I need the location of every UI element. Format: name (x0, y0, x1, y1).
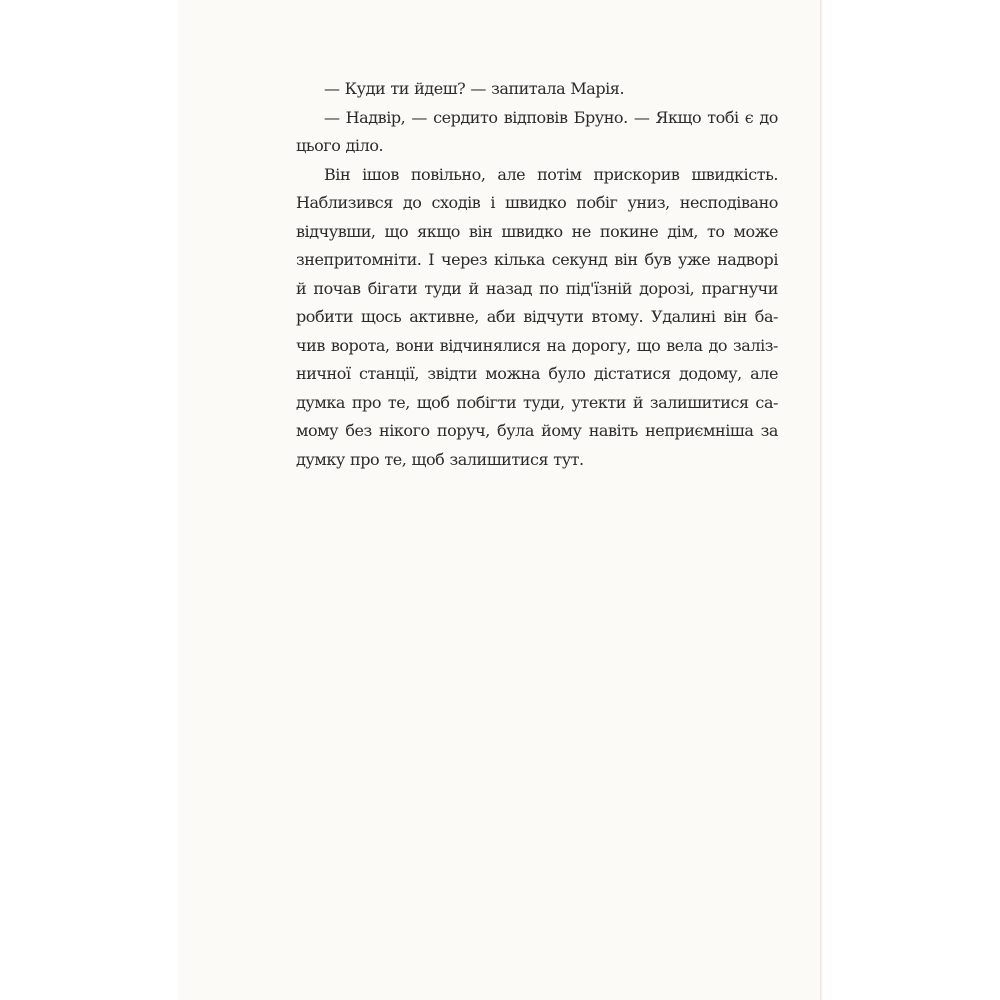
page-text (296, 75, 778, 474)
text-line: цього діло. (296, 136, 384, 155)
text-line: — Куди ти йдеш? — запитала Марія. (324, 79, 625, 98)
text-line: знепритомніти. І через кілька секунд він був уже надворі (296, 250, 778, 269)
text-line: й почав бігати туди й назад по під'їзній дорозі, прагнучи (296, 278, 778, 298)
text-line: Він ішов повільно, але потім прискорив швидкість. (324, 164, 778, 184)
text-line: — Надвір, — сердито відповів Бруно. — Якщо тобі є до (324, 107, 778, 127)
text-line: думка про те, щоб побігти туди, утекти й залишитися са- (296, 392, 778, 412)
text-line: Наблизився до сходів і швидко побіг униз, несподівано (296, 193, 778, 212)
text-line: робити щось активне, аби відчути втому. Удалині він ба- (296, 307, 778, 326)
text-line: думку про те, щоб залишитися тут. (296, 449, 584, 469)
text-line: ничної станції, звідти можна було дістатися додому, але (296, 364, 778, 383)
page-edge (820, 0, 823, 1000)
text-line: відчувши, що якщо він швидко не покине дім, то може (296, 221, 778, 241)
text-line: чив ворота, вони відчинялися на дорогу, що вела до заліз- (296, 335, 778, 355)
text-line: мому без нікого поруч, була йому навіть неприємніша за (296, 421, 778, 440)
